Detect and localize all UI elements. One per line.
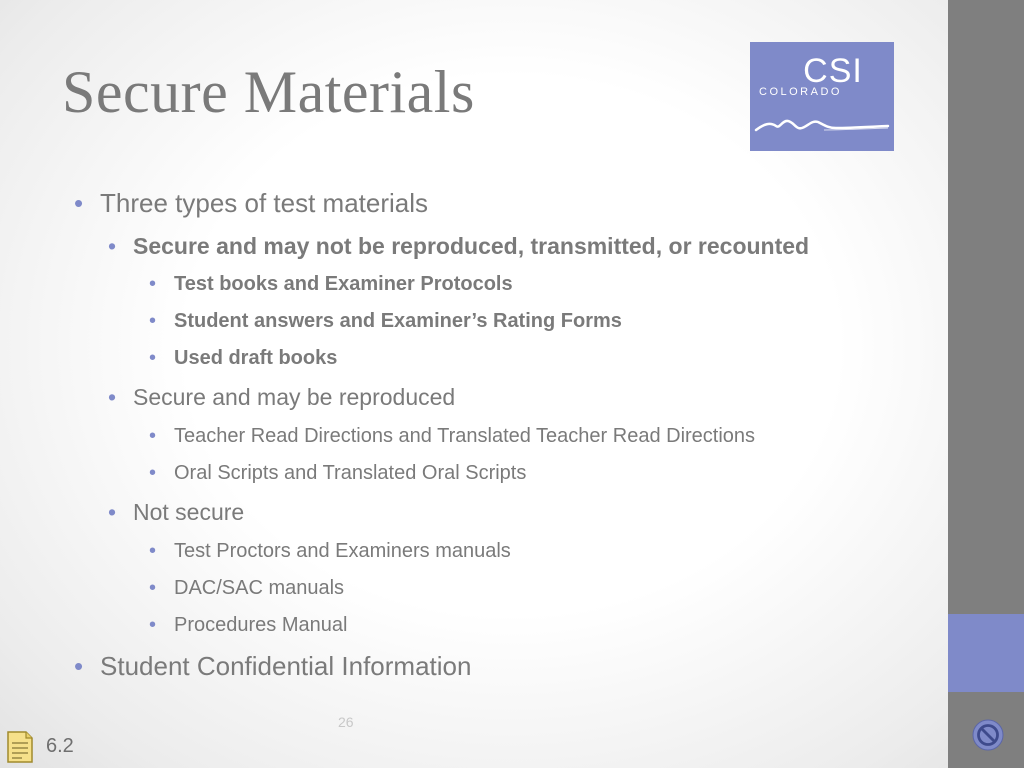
note-icon[interactable] xyxy=(6,730,34,764)
bullet-marker: • xyxy=(149,462,157,484)
bullet-marker: • xyxy=(149,310,157,332)
mountain-logo-icon xyxy=(754,108,890,138)
bullet-marker: • xyxy=(108,384,117,410)
sidebar-accent-block xyxy=(948,614,1024,692)
bullet-marker: • xyxy=(74,651,84,681)
bullet-marker: • xyxy=(74,188,84,218)
bullet-level3-item: Teacher Read Directions and Translated Teacher Read Directions xyxy=(174,425,756,447)
bullet-level3-item: DAC/SAC manuals xyxy=(174,577,345,599)
bullet-level2-item: Secure and may not be reproduced, transmitted, or recounted xyxy=(133,233,810,259)
sidebar xyxy=(948,0,1024,768)
bullet-marker: • xyxy=(149,614,157,636)
bullet-marker: • xyxy=(149,425,157,447)
logo-text-csi: CSI xyxy=(803,52,863,90)
bullet-marker: • xyxy=(149,577,157,599)
bullet-level2-item: Not secure xyxy=(133,499,245,525)
bullet-level1-item: Student Confidential Information xyxy=(100,651,472,681)
bullet-level3-item: Used draft books xyxy=(174,347,338,369)
bullet-marker: • xyxy=(149,540,157,562)
csi-colorado-logo xyxy=(750,42,894,151)
bullet-level2-item: Secure and may be reproduced xyxy=(133,384,456,410)
bullet-level3-item: Oral Scripts and Translated Oral Scripts xyxy=(174,462,527,484)
no-sign-icon[interactable] xyxy=(971,718,1005,752)
bullet-marker: • xyxy=(108,233,117,259)
bullet-level3-item: Test Proctors and Examiners manuals xyxy=(174,540,511,562)
slide-title: Secure Materials xyxy=(62,59,475,125)
bullet-level3-item: Procedures Manual xyxy=(174,614,348,636)
bullet-marker: • xyxy=(149,347,157,369)
page-number: 26 xyxy=(338,714,354,730)
logo-text-colorado: COLORADO xyxy=(759,86,842,98)
bullet-level3-item: Student answers and Examiner’s Rating Forms xyxy=(174,310,622,332)
bullet-marker: • xyxy=(149,273,157,295)
bullet-level3-item: Test books and Examiner Protocols xyxy=(174,273,513,295)
version-label: 6.2 xyxy=(46,735,74,757)
bullet-level1-item: Three types of test materials xyxy=(100,188,429,218)
bullet-marker: • xyxy=(108,499,117,525)
